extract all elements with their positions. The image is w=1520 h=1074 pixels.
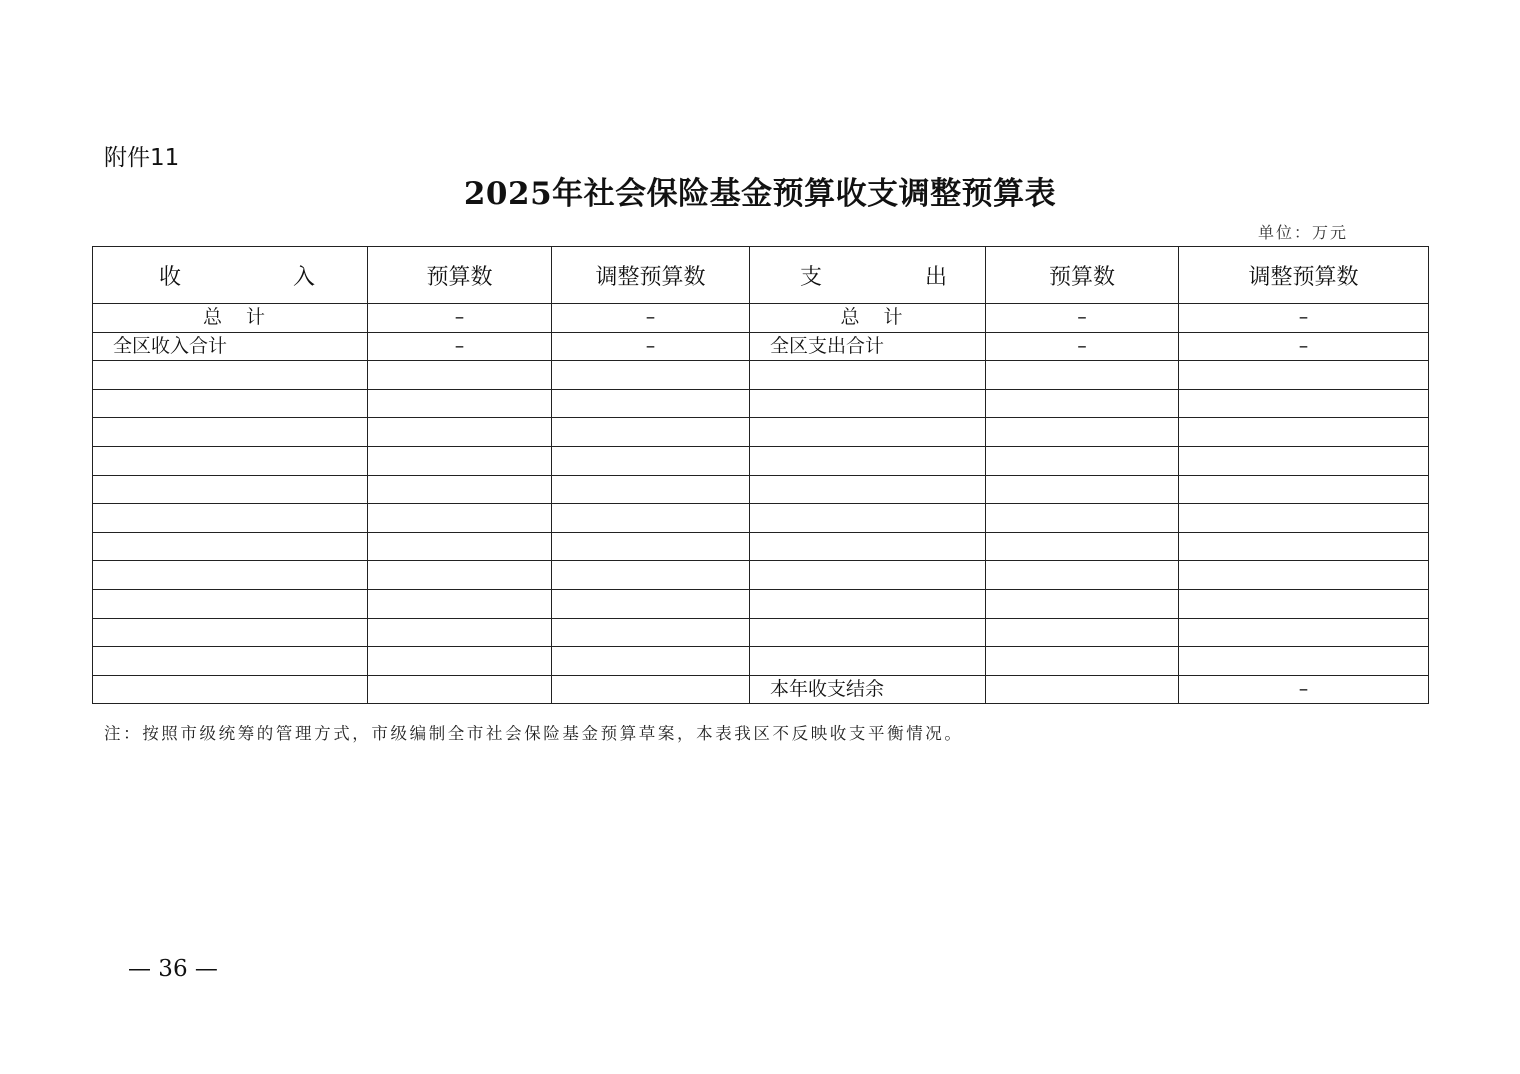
budget-table (92, 246, 1429, 704)
empty-cell (1179, 361, 1429, 390)
empty-cell (552, 475, 750, 504)
empty-cell (986, 589, 1179, 618)
empty-cell (750, 561, 986, 590)
empty-cell (986, 561, 1179, 590)
table-header-row (93, 247, 1429, 304)
table-row-empty (93, 589, 1429, 618)
header-adjusted-budget-2: 调整预算数 (1179, 247, 1429, 304)
empty-cell (552, 618, 750, 647)
empty-cell (986, 418, 1179, 447)
empty-cell (986, 504, 1179, 533)
empty-cell (1179, 389, 1429, 418)
empty-cell (986, 675, 1179, 704)
empty-cell (93, 418, 368, 447)
header-income-char-2: 入 (292, 264, 315, 290)
empty-cell (986, 361, 1179, 390)
total-income-char-2: 计 (245, 306, 265, 329)
empty-cell (1179, 418, 1429, 447)
empty-cell (986, 446, 1179, 475)
empty-cell (93, 504, 368, 533)
empty-cell (750, 618, 986, 647)
empty-cell (552, 675, 750, 704)
table-row-empty (93, 647, 1429, 676)
table-row-empty (93, 504, 1429, 533)
total-expense-label (750, 304, 986, 333)
empty-cell (1179, 561, 1429, 590)
empty-cell (986, 618, 1179, 647)
page-number: — 36 — (128, 956, 218, 982)
district-expense-budget: – (986, 332, 1179, 361)
empty-cell (552, 532, 750, 561)
empty-cell (368, 418, 552, 447)
empty-cell (750, 504, 986, 533)
empty-cell (1179, 647, 1429, 676)
empty-cell (750, 418, 986, 447)
empty-cell (368, 389, 552, 418)
district-expense-adjusted: – (1179, 332, 1429, 361)
empty-cell (93, 618, 368, 647)
empty-cell (368, 589, 552, 618)
empty-cell (1179, 446, 1429, 475)
empty-cell (552, 647, 750, 676)
attachment-label: 附件11 (104, 145, 180, 171)
total-income-budget: – (368, 304, 552, 333)
footnote: 注：按照市级统筹的管理方式，市级编制全市社会保险基金预算草案，本表我区不反映收支平衡情况。 (104, 724, 964, 743)
empty-cell (986, 532, 1179, 561)
balance-adjusted: – (1179, 675, 1429, 704)
empty-cell (986, 475, 1179, 504)
empty-cell (1179, 504, 1429, 533)
empty-cell (1179, 475, 1429, 504)
table-row-empty (93, 389, 1429, 418)
total-expense-adjusted: – (1179, 304, 1429, 333)
table-row-empty (93, 446, 1429, 475)
total-income-label (93, 304, 368, 333)
unit-note: 单位：万元 (1258, 223, 1349, 242)
header-budget: 预算数 (368, 247, 552, 304)
empty-cell (93, 647, 368, 676)
balance-label: 本年收支结余 (750, 675, 986, 704)
header-adjusted-budget: 调整预算数 (552, 247, 750, 304)
empty-cell (368, 504, 552, 533)
header-income (93, 247, 368, 304)
empty-cell (93, 675, 368, 704)
table-row-empty (93, 418, 1429, 447)
document-title: 2025年社会保险基金预算收支调整预算表 (463, 176, 1057, 212)
empty-cell (750, 361, 986, 390)
empty-cell (368, 675, 552, 704)
empty-cell (750, 446, 986, 475)
empty-cell (368, 561, 552, 590)
empty-cell (93, 361, 368, 390)
table-row-empty (93, 475, 1429, 504)
district-income-label: 全区收入合计 (93, 332, 368, 361)
empty-cell (552, 504, 750, 533)
total-expense-char-2: 计 (883, 306, 903, 329)
header-income-char-1: 收 (159, 264, 182, 290)
table-row-empty (93, 361, 1429, 390)
empty-cell (750, 389, 986, 418)
empty-cell (368, 647, 552, 676)
empty-cell (368, 446, 552, 475)
header-expense (750, 247, 986, 304)
empty-cell (750, 647, 986, 676)
empty-cell (368, 475, 552, 504)
empty-cell (1179, 589, 1429, 618)
empty-cell (93, 589, 368, 618)
empty-cell (368, 361, 552, 390)
empty-cell (93, 475, 368, 504)
empty-cell (93, 561, 368, 590)
total-expense-char-1: 总 (840, 306, 860, 329)
empty-cell (1179, 532, 1429, 561)
empty-cell (93, 446, 368, 475)
total-income-char-1: 总 (203, 306, 223, 329)
district-income-adjusted: – (552, 332, 750, 361)
empty-cell (750, 532, 986, 561)
empty-cell (93, 389, 368, 418)
total-expense-budget: – (986, 304, 1179, 333)
empty-cell (750, 475, 986, 504)
empty-cell (986, 647, 1179, 676)
header-expense-char-1: 支 (800, 264, 823, 290)
table-row-total (93, 304, 1429, 333)
table-row-balance (93, 675, 1429, 704)
total-income-adjusted: – (552, 304, 750, 333)
table-row-empty (93, 532, 1429, 561)
empty-cell (986, 389, 1179, 418)
empty-cell (1179, 618, 1429, 647)
district-expense-label: 全区支出合计 (750, 332, 986, 361)
empty-cell (552, 418, 750, 447)
header-expense-char-2: 出 (924, 264, 947, 290)
table-row-empty (93, 618, 1429, 647)
empty-cell (552, 389, 750, 418)
empty-cell (552, 361, 750, 390)
header-budget-2: 预算数 (986, 247, 1179, 304)
table-row-district-total (93, 332, 1429, 361)
empty-cell (552, 589, 750, 618)
table-row-empty (93, 561, 1429, 590)
empty-cell (750, 589, 986, 618)
empty-cell (552, 446, 750, 475)
empty-cell (552, 561, 750, 590)
district-income-budget: – (368, 332, 552, 361)
empty-cell (93, 532, 368, 561)
empty-cell (368, 532, 552, 561)
empty-cell (368, 618, 552, 647)
